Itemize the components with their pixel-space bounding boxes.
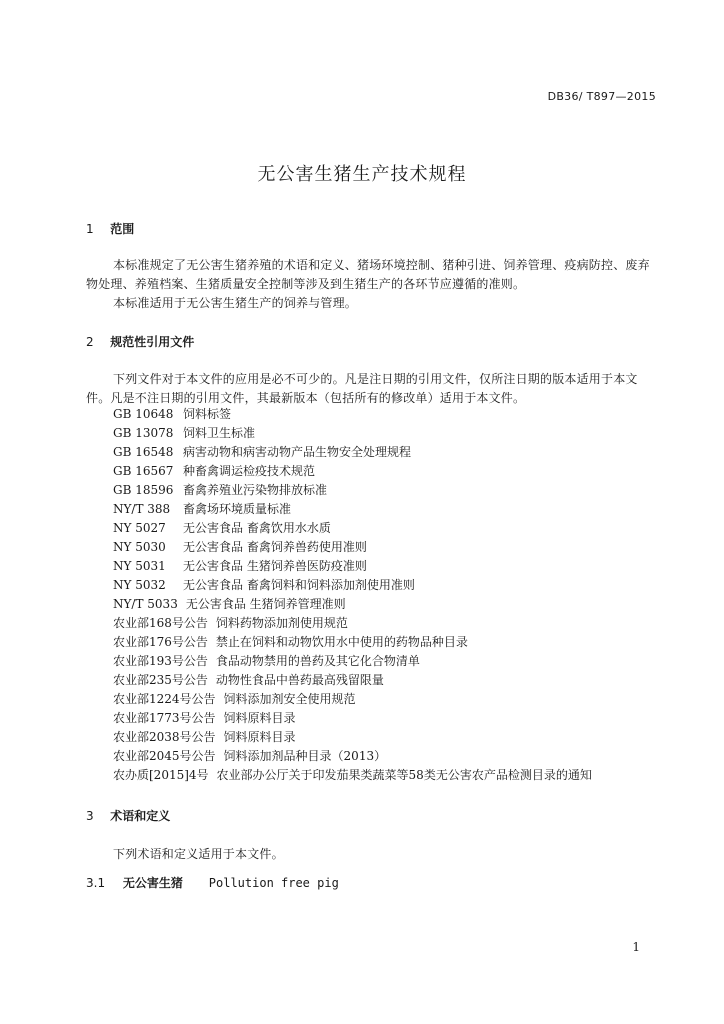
reference-item: [113, 424, 673, 443]
reference-title: 饲料原料目录: [223, 711, 296, 725]
reference-code: 农办质[2015]4号: [113, 768, 209, 782]
reference-item: [113, 576, 673, 595]
reference-code: NY 5031: [113, 559, 166, 573]
section-number: 2: [86, 335, 94, 349]
reference-title: 病害动物和病害动物产品生物安全处理规程: [183, 445, 412, 459]
reference-title: 畜禽养殖业污染物排放标准: [183, 483, 328, 497]
section-terms-heading: [86, 807, 170, 824]
reference-title: 禁止在饲料和动物饮用水中使用的药物品种目录: [215, 635, 468, 649]
reference-item: [113, 538, 673, 557]
reference-code: NY/T 5033: [113, 597, 178, 611]
reference-code: GB 13078: [113, 426, 174, 440]
reference-list: [113, 405, 673, 785]
reference-code: 农业部2038号公告: [113, 730, 216, 744]
reference-item: [113, 633, 673, 652]
term-english: Pollution free pig: [208, 876, 339, 890]
reference-title: 饲料药物添加剂使用规范: [215, 616, 348, 630]
reference-item: [113, 462, 673, 481]
reference-title: 食品动物禁用的兽药及其它化合物清单: [215, 654, 420, 668]
term-subsection-heading: [86, 874, 339, 891]
reference-item: [113, 747, 673, 766]
reference-item: [113, 595, 673, 614]
reference-code: 农业部235号公告: [113, 673, 208, 687]
reference-code: 农业部193号公告: [113, 654, 208, 668]
reference-code: NY 5030: [113, 540, 166, 554]
reference-title: 无公害食品 生猪饲养兽医防疫准则: [183, 559, 367, 573]
reference-item: [113, 709, 673, 728]
section-title: 范围: [110, 222, 135, 236]
reference-item: [113, 519, 673, 538]
reference-code: GB 18596: [113, 483, 174, 497]
reference-item: [113, 405, 673, 424]
section-scope-heading: [86, 220, 134, 237]
reference-title: 饲料原料目录: [223, 730, 296, 744]
reference-code: GB 10648: [113, 407, 174, 421]
section-title: 规范性引用文件: [110, 335, 195, 349]
reference-title: 饲料添加剂安全使用规范: [223, 692, 356, 706]
reference-title: 畜禽场环境质量标准: [183, 502, 292, 516]
reference-title: 无公害食品 畜禽饲料和饲料添加剂使用准则: [183, 578, 415, 592]
term-chinese: 无公害生猪: [122, 876, 183, 890]
reference-item: [113, 766, 673, 785]
document-title: 无公害生猪生产技术规程: [257, 164, 467, 185]
section-title: 术语和定义: [110, 809, 171, 823]
reference-code: 农业部176号公告: [113, 635, 208, 649]
section-normative-heading: [86, 333, 194, 350]
page-number: 1: [632, 940, 640, 954]
reference-title: 饲料卫生标准: [183, 426, 256, 440]
reference-code: 农业部1773号公告: [113, 711, 216, 725]
reference-item: [113, 671, 673, 690]
reference-item: [113, 652, 673, 671]
reference-code: GB 16548: [113, 445, 174, 459]
reference-code: 农业部168号公告: [113, 616, 208, 630]
scope-paragraph: 本标准规定了无公害生猪养殖的术语和定义、猪场环境控制、猪种引进、饲养管理、疫病防控、废弃物处理、养殖档案、生猪质量安全控制等涉及到生猪生产的各环节应遵循的准则。: [86, 258, 650, 291]
reference-title: 无公害食品 畜禽饮用水水质: [183, 521, 331, 535]
reference-code: NY/T 388: [113, 502, 171, 516]
reference-title: 无公害食品 畜禽饲养兽药使用准则: [183, 540, 367, 554]
reference-title: 饲料标签: [183, 407, 232, 421]
reference-title: 饲料添加剂品种目录（2013）: [223, 749, 387, 763]
reference-item: [113, 481, 673, 500]
reference-item: [113, 614, 673, 633]
reference-title: 无公害食品 生猪饲养管理准则: [185, 597, 346, 611]
reference-title: 种畜禽调运检疫技术规范: [183, 464, 316, 478]
reference-code: 农业部2045号公告: [113, 749, 216, 763]
reference-item: [113, 557, 673, 576]
reference-item: [113, 500, 673, 519]
reference-title: 农业部办公厅关于印发茄果类蔬菜等58类无公害农产品检测目录的通知: [216, 768, 592, 782]
reference-code: 农业部1224号公告: [113, 692, 216, 706]
reference-code: NY 5027: [113, 521, 166, 535]
reference-title: 动物性食品中兽药最高残留限量: [215, 673, 384, 687]
reference-code: GB 16567: [113, 464, 174, 478]
normative-intro: 下列文件对于本文件的应用是必不可少的。凡是注日期的引用文件，仅所注日期的版本适用于本文件。凡是不注日期的引用文件，其最新版本（包括所有的修改单）适用于本文件。: [86, 372, 638, 405]
section-number: 1: [86, 222, 94, 236]
reference-item: [113, 690, 673, 709]
document-code: DB36/ T897—2015: [547, 90, 656, 103]
reference-code: NY 5032: [113, 578, 166, 592]
terms-intro: 下列术语和定义适用于本文件。: [113, 847, 284, 861]
reference-item: [113, 443, 673, 462]
reference-item: [113, 728, 673, 747]
section-number: 3: [86, 809, 94, 823]
subsection-number: 3.1: [86, 876, 106, 890]
scope-paragraph: 本标准适用于无公害生猪生产的饲养与管理。: [113, 296, 358, 310]
